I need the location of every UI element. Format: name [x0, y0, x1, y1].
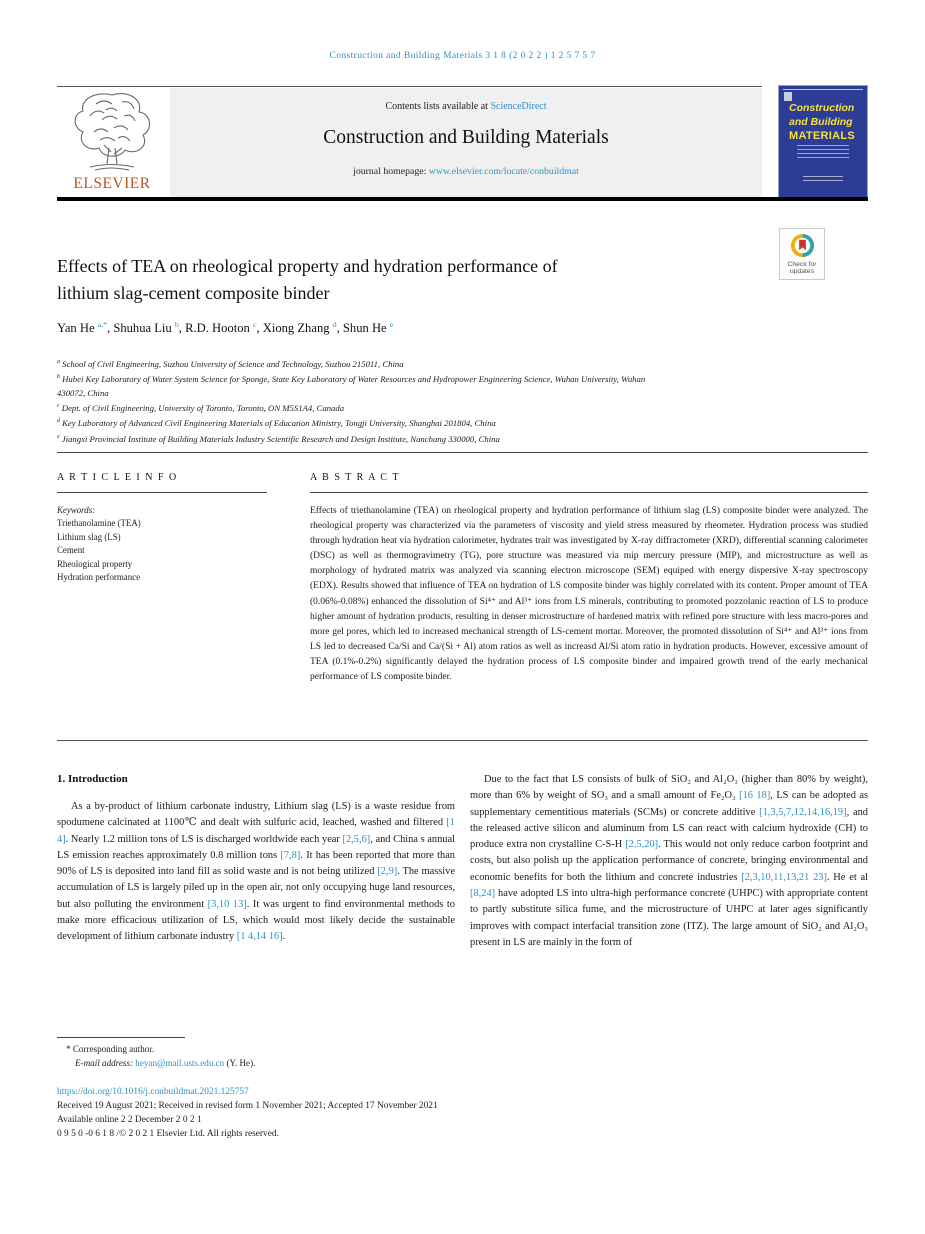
check-badge-label-2: updates	[789, 268, 815, 275]
intro-right-column	[470, 772, 868, 951]
article-info-column	[57, 472, 267, 584]
cover-title-line3: MATERIALS	[789, 130, 856, 142]
issn-copyright: 0 9 5 0 -0 6 1 8 /© 2 0 2 1 Elsevier Ltd. All rights reserved.	[57, 1129, 279, 1139]
abstract-heading-rule	[310, 492, 868, 493]
corresponding-author-note: * Corresponding author.	[66, 1044, 155, 1054]
running-head-journal-ref: Construction and Building Materials 3 1 8 (2 0 2 2 ) 1 2 5 7 5 7	[329, 51, 596, 61]
abstract-text: Effects of triethanolamine (TEA) on rheological property and hydration performance of lithium slag (LS) composite binder were analyzed. The rheological property was characterized via the parameters of viscosity and yield stress measured by rheometer. Hydration process was studied through hydration heat via hydration calorimeter, hydrates trait was investigated by X-ray diffractometer (XRD), differential scanning calorimeter (DSC) as well as thermogravimetry (TG), pore structure was measured via mip mercury pressure (MIP), and microstructure as well as morphology of hydrated matrix was analyzed via scanning electron microscope (SEM) equiped with energy dispersive X-ray spectroscopy (EDX). Results showed that influence of TEA on hydration of LS composite binder was highly correlated with its content. Proper amount of TEA (0.06%-0.08%) enhanced the dissolution of Si⁴⁺ and Al³⁺ ions from LS minerals, contributing to promoted pozzolanic reaction of LS to produce higher amount of hydration products, resulting in denser microstructure of hardened matrix with refined pore structure with less macro-pores and more gel pores, which led to increased mechanical strength of LS-cement mortar. Moreover, the promoted dissolution of Si⁴⁺ and Al³⁺ ions from LS led to decreased Ca/Si and Ca/(Si + Al) atom ratios as well as increasd Al/Si atom ratio in hydration products. However, excessive amount of TEA (0.1%-0.2%) significantly delayed the hydration process of LS composite binder and impaired growth trend of the early mechanical performance of LS composite binder.	[310, 506, 868, 683]
article-title-line1: Effects of TEA on rheological property and hydration performance of	[57, 256, 558, 276]
keyword-item: Cement	[57, 545, 85, 556]
cover-smalltext-line	[797, 153, 849, 154]
journal-title: Construction and Building Materials	[323, 127, 609, 148]
keywords-block	[57, 504, 267, 584]
keyword-item: Triethanolamine (TEA)	[57, 518, 141, 529]
abstract-heading: A B S T R A C T	[310, 472, 401, 483]
author-list: Yan He $^{a,*}$, Shuhua Liu $^b$, R.D. Hooton $^c$, Xiong Zhang $^d$, Shun He $^e$	[57, 320, 394, 336]
check-badge-label-1: Check for	[787, 260, 817, 268]
affiliation-d: $^d$ Key Laboratory of Advanced Civil Engineering Materials of Education Ministry, Tongji University, Shanghai 201804, China	[57, 418, 496, 429]
contents-list-line[interactable]: Contents lists available at ScienceDirect	[385, 101, 547, 112]
cover-smalltext-line	[797, 145, 849, 146]
article-info-heading: A R T I C L E I N F O	[57, 472, 178, 483]
abstract-column	[310, 472, 868, 685]
cover-smalltext-line	[797, 157, 849, 158]
article-info-heading-rule	[57, 492, 267, 493]
keyword-item: Rheological property	[57, 558, 133, 569]
cover-smalltext-line	[797, 149, 849, 150]
available-online-date: Available online 2 2 December 2 0 2 1	[57, 1115, 202, 1125]
footnote-rule	[57, 1037, 185, 1038]
doi-link[interactable]: https://doi.org/10.1016/j.conbuildmat.2021.125757	[57, 1087, 249, 1097]
cover-top-line	[783, 89, 863, 90]
abstract-bottom-rule	[57, 740, 868, 741]
keyword-item: Hydration performance	[57, 572, 141, 583]
elsevier-logo	[57, 90, 167, 196]
masthead-bottom-bar	[57, 197, 868, 201]
cover-crest-icon	[784, 92, 792, 101]
affiliation-b-cont: 430072, China	[57, 387, 109, 398]
journal-homepage-link[interactable]: journal homepage: www.elsevier.com/locate/conbuildmat	[353, 166, 579, 177]
cover-title-line1: Construction	[789, 102, 855, 114]
intro-paragraph-right: Due to the fact that LS consists of bulk of SiO₂ and Al₂O₃ (higher than 80% by weight), more than 6% by weight of SO₃ and a small amount of Fe₂O₃ [16 18], LS can be adopted as supplementary cementitious materials (SCMs) or concrete additive [1,3,5,7,12,14,16,19], and the released active silicon and aluminum from LS can react with calcium hydroxide (CH) to produce extra non crystalline C-S-H [2,5,20]. This would not only reduce carbon footprint and costs, but also polish up the application performance of concrete, bringing environmental and economic benefits for both the lithium and concrete industries [2,3,10,11,13,21 23]. He et al [8,24] have adopted LS into ultra-high performance concrete (UHPC) with appropriate content to partly substitute silica fume, and the microstructure of UHPC at later ages significantly improves with compact interfacial transition zone (ITZ). The large amount of SiO₂ and Al₂O₃ present in LS are mainly in the form of	[470, 774, 868, 948]
journal-cover-thumbnail[interactable]	[778, 85, 868, 201]
section-heading-introduction: 1. Introduction	[57, 773, 128, 785]
masthead-box	[170, 88, 762, 197]
info-abstract-top-rule	[57, 452, 868, 453]
keyword-item: Lithium slag (LS)	[57, 531, 121, 542]
affiliation-e: $^e$ Jiangxi Provincial Institute of Building Materials Industry Scientific Research and Design Institute, Nanchang 330000, China	[57, 433, 500, 444]
intro-paragraph-left: As a by-product of lithium carbonate industry, Lithium slag (LS) is a waste residue from spodumene calcinated at 1100℃ and dealt with sulfuric acid, leached, washed and filtered [1 4]. Nearly 1.2 million tons of LS is discharged worldwide each year [2,5,6], and China s annual LS emission reaches approximately 0.8 million tons [7,8]. It has been reported that more than 90% of LS is deposited into land fill as solid waste and is not being utilized [2,9]. The massive accumulation of LS is largely piled up in the open air, not only occupying huge land resources, but also polluting the environment [3,10 13]. It was urgent to find environmental methods to make more efficacious utilization of LS, which would most likely decide the sustainable development of lithium carbonate industry [1 4,14 16].	[57, 801, 456, 943]
intro-left-column	[57, 799, 455, 946]
masthead-top-rule	[57, 86, 762, 87]
article-title-line2: lithium slag-cement composite binder	[57, 283, 330, 303]
elsevier-wordmark: ELSEVIER	[73, 175, 151, 192]
affiliations	[57, 356, 868, 446]
affiliation-b: $^b$ Hubei Key Laboratory of Water System Science for Sponge, State Key Laboratory of Water Resources and Hydropower Engineering Science, Wuhan University, Wuhan	[57, 374, 646, 385]
affiliation-a: $^a$ School of Civil Engineering, Suzhou University of Science and Technology, Suzhou 215011, China	[57, 358, 404, 369]
cover-footer-lines	[803, 176, 843, 181]
elsevier-tree-icon	[66, 159, 158, 176]
received-dates: Received 19 August 2021; Received in revised form 1 November 2021; Accepted 17 November 2021	[57, 1101, 438, 1111]
keywords-label: Keywords:	[57, 505, 96, 515]
affiliation-c: $^c$ Dept. of Civil Engineering, University of Toronto, Toronto, ON M5S1A4, Canada	[57, 402, 345, 413]
cover-title-line2: and Building	[789, 115, 853, 128]
corresponding-author-email[interactable]: E-mail address: heyan@mail.usts.edu.cn (Y. He).	[75, 1058, 256, 1068]
